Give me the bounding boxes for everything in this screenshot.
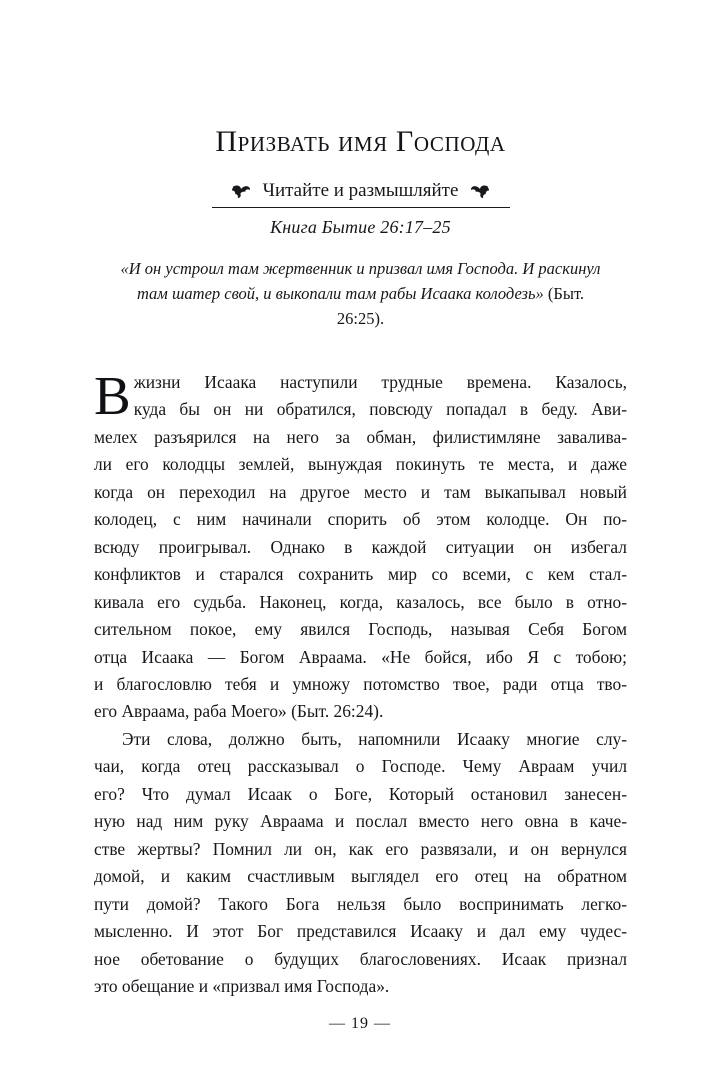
page-number: — 19 — <box>329 1015 391 1032</box>
text-line: всюду проигрывал. Однако в каждой ситуации он избегал <box>94 536 627 557</box>
text-line: кивала его судьба. Наконец, когда, казалось, все было в отно- <box>94 591 627 612</box>
text-line: мысленно. И этот Бог представился Исааку и дал ему чудес- <box>94 921 627 942</box>
text-line: домой, и каким счастливым выглядел его отец на обратном <box>94 866 627 887</box>
drop-cap: В <box>94 365 131 426</box>
epigraph-line-2: И раскинул там шатер свой, и выкопали там рабы Исаака <box>136 259 601 303</box>
epigraph-citation: (Быт. 26:25). <box>336 284 585 328</box>
epigraph-line-3: колодезь» <box>475 284 544 303</box>
epigraph <box>116 256 605 331</box>
text-line: ное обетование о будущих благословениях. Исаак признал <box>94 948 627 969</box>
text-line: это обещание и «призвал имя Господа». <box>94 975 390 996</box>
text-line: и благословлю тебя и умножу потомство твое, ради отца тво- <box>94 673 627 694</box>
paragraph-2 <box>94 726 627 1001</box>
text-line: его? Что думал Исаак о Боге, Который остановил занесен- <box>94 783 627 804</box>
text-line: сительном покое, ему явился Господь, называя Себя Богом <box>94 619 627 640</box>
text-line: когда он переходил на другое место и там выкапывал новый <box>94 481 627 502</box>
fleuron-leaf-icon-right <box>468 184 490 198</box>
text-line: мелех разъярился на него за обман, филистимляне завалива- <box>94 426 627 447</box>
text-line: куда бы он ни обратился, повсюду попадал в беду. Ави- <box>133 399 627 420</box>
read-and-reflect-block <box>94 178 627 239</box>
text-line: ли его колодцы землей, вынуждая покинуть те места, и даже <box>94 454 627 475</box>
text-line: конфликтов и старался сохранить мир со всеми, с кем стал- <box>94 564 627 585</box>
text-line: чаи, когда отец рассказывал о Господе. Чему Авраам учил <box>94 756 627 777</box>
read-and-reflect-label: Читайте и размышляйте <box>262 180 459 201</box>
divider-rule <box>212 207 510 208</box>
text-line: жизни Исаака наступили трудные времена. Казалось, <box>133 372 627 392</box>
text-line: колодец, с ним начинали спорить об этом колодце. Он по- <box>94 509 627 530</box>
paragraph-1 <box>94 365 627 726</box>
text-line: Эти слова, должно быть, напомнили Исааку многие слу- <box>122 728 627 749</box>
body-text <box>94 365 627 1000</box>
epigraph-line-1: «И он устроил там жертвенник и призвал имя Господа. <box>120 259 519 278</box>
text-line: отца Исаака — Богом Авраама. «Не бойся, ибо Я с тобою; <box>94 646 627 667</box>
text-line: его Авраама, раба Моего» (Быт. 26:24). <box>94 701 384 722</box>
read-and-reflect-heading <box>94 178 627 207</box>
text-line: ную над ним руку Авраама и послал вместо него овна в каче- <box>94 811 627 832</box>
text-line: пути домой? Такого Бога нельзя было воспринимать легко- <box>94 893 627 914</box>
scripture-reference: Книга Бытие 26:17–25 <box>270 217 451 237</box>
page-title: Призвать имя Господа <box>215 125 506 159</box>
fleuron-leaf-icon-left <box>231 184 253 198</box>
text-line: стве жертвы? Помнил ли он, как его развязали, и он вернулся <box>94 838 627 859</box>
